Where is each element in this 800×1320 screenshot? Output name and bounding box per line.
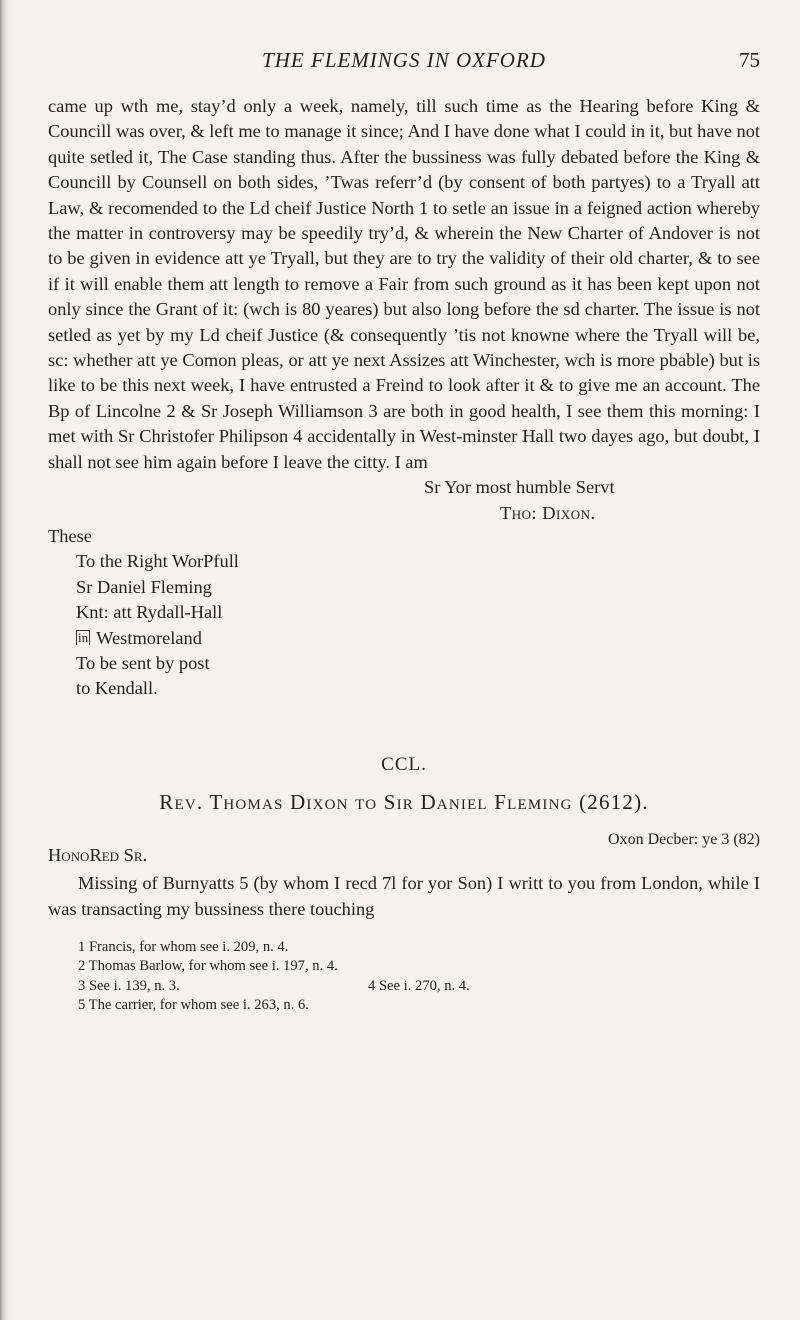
footnote-pair bbox=[78, 977, 760, 997]
address-line: These bbox=[48, 525, 92, 546]
page-header bbox=[48, 34, 760, 72]
address-line: Knt: att Rydall-Hall bbox=[76, 602, 223, 623]
book-page bbox=[48, 34, 760, 1016]
footnote: 5 The carrier, for whom see i. 263, n. 6. bbox=[78, 997, 309, 1014]
signature: Tho: Dixon. bbox=[500, 502, 596, 523]
footnotes bbox=[48, 938, 760, 1016]
letter-dateline: Oxon Decber: ye 3 (82) bbox=[608, 830, 760, 848]
address-line: To be sent by post bbox=[76, 652, 210, 673]
address-line: Sr Daniel Fleming bbox=[76, 576, 212, 597]
letter-paragraph: came up wth me, stay’d only a week, namely, till such time as the Hearing before King & Councill was over, & left me to manage it since; And I have done what I could in it, but have not quite setled it, The Case standing thus. After the bussiness was fully debated before the King & Councill by Counsell on both sides, ’Twas referr’d (by consent of both partyes) to a Tryall att Law, & recomended to the Ld cheif Justice North 1 to setle an issue in a feigned action whereby the matter in controversy may be speedily try’d, & wherein the New Charter of Andover is not to be given in evidence att ye Tryall, but they are to try the validity of their old charter, & to see if it will enable them att length to remove a Fair from such ground as it has been kept upon not only since the Grant of it: (wch is 80 yeares) but also long before the sd charter. The issue is not setled as yet by my Ld cheif Justice (& consequently ’tis not knowne where the Tryall will be, sc: whether att ye Comon pleas, or att ye next Assizes att Winchester, wch is more pbable) but is like to be this next week, I have entrusted a Freind to look after it & to give me an account. The Bp of Lincolne 2 & Sr Joseph Williamson 3 are both in good health, I see them this morning: I met with Sr Christofer Philipson 4 accidentally in West-minster Hall two dayes ago, but doubt, I shall not see him again before I leave the citty. I am bbox=[48, 96, 760, 472]
page-number: 75 bbox=[739, 48, 760, 72]
letter-paragraph: Missing of Burnyatts 5 (by whom I recd 7l for yor Son) I writt to you from London, while I was transacting my bussiness there touching bbox=[48, 872, 760, 919]
bracket-abbreviation: in bbox=[78, 629, 89, 645]
page-gutter-shadow bbox=[0, 0, 12, 1320]
footnote: 3 See i. 139, n. 3. bbox=[78, 977, 180, 994]
letter-salutation: HonoRed Sr. bbox=[48, 844, 148, 865]
footnote: 2 Thomas Barlow, for whom see i. 197, n. 4. bbox=[78, 958, 338, 975]
address-county: Westmoreland bbox=[96, 627, 202, 648]
closing-line: Sr Yor most humble Servt bbox=[424, 477, 615, 498]
running-title: THE FLEMINGS IN OXFORD bbox=[262, 48, 546, 72]
letter-number: CCL. bbox=[381, 753, 427, 775]
footnote: 4 See i. 270, n. 4. bbox=[368, 977, 470, 994]
address-line bbox=[48, 626, 760, 651]
letter-address bbox=[48, 524, 760, 702]
address-line: To the Right WorPfull bbox=[76, 551, 239, 572]
letter-body bbox=[48, 94, 760, 475]
letter-heading: Rev. Thomas Dixon to Sir Daniel Fleming (2612). bbox=[159, 789, 649, 814]
footnote: 1 Francis, for whom see i. 209, n. 4. bbox=[78, 938, 289, 955]
address-line: to Kendall. bbox=[76, 678, 158, 699]
letter-closing bbox=[48, 475, 760, 526]
